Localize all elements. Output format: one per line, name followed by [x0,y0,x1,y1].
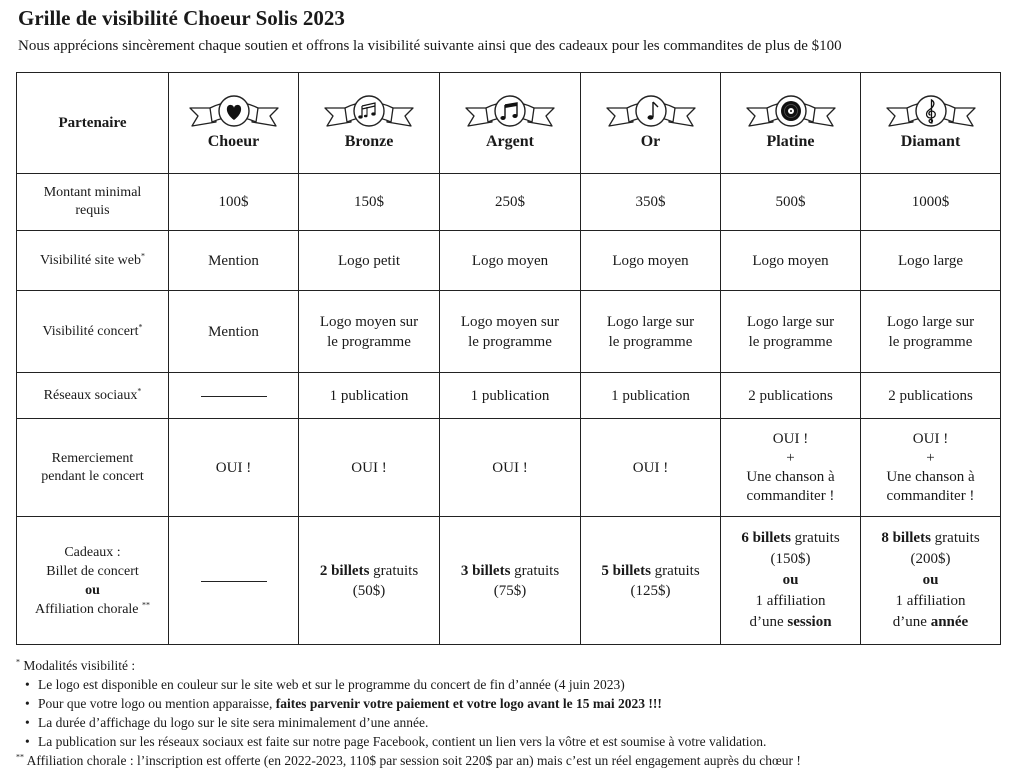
social-choeur [169,373,299,419]
heart-icon [186,94,282,130]
tier-name: Choeur [207,133,260,150]
tier-header-row [17,73,1001,174]
partner-header: Partenaire [17,73,169,174]
single-note-icon [603,94,699,130]
notes-list [16,675,801,751]
remerciement-choeur: OUI ! [169,419,299,517]
social-diamant: 2 publications [861,373,1001,419]
row-label-social: Réseaux sociaux* [17,373,169,419]
row-label-remerciement: Remerciement pendant le concert [17,419,169,517]
footnotes [16,656,801,770]
tier-name: Platine [766,133,815,150]
montant-or: 350$ [581,174,721,231]
remerciement-bronze: OUI ! [299,419,440,517]
vinyl-record-icon [743,94,839,130]
web-or: Logo moyen [581,231,721,291]
tier-header-argent [440,73,581,174]
row-concert [17,291,1001,373]
empty-dash [201,581,267,582]
tier-header-bronze [299,73,440,174]
row-cadeaux [17,517,1001,645]
social-argent: 1 publication [440,373,581,419]
double-note-icon [462,94,558,130]
social-bronze: 1 publication [299,373,440,419]
music-notes-icon [321,94,417,130]
tier-header-diamant [861,73,1001,174]
concert-platine: Logo large sur le programme [721,291,861,373]
web-argent: Logo moyen [440,231,581,291]
visibility-grid [16,72,1001,645]
concert-argent: Logo moyen sur le programme [440,291,581,373]
montant-argent: 250$ [440,174,581,231]
montant-platine: 500$ [721,174,861,231]
concert-choeur: Mention [169,291,299,373]
tier-name: Argent [486,133,534,150]
row-label-montant: Montant minimal requis [17,174,169,231]
row-label-cadeaux: Cadeaux : Billet de concert ou Affiliation chorale ** [17,517,169,645]
remerciement-argent: OUI ! [440,419,581,517]
cadeaux-bronze: 2 billets gratuits (50$) [299,517,440,645]
tier-name: Diamant [900,133,961,150]
concert-bronze: Logo moyen sur le programme [299,291,440,373]
affiliation-note: ** Affiliation chorale : l’inscription est offerte (en 2022-2023, 110$ par session soit 220$ par an) mais c’est un réel engagement auprès du chœur ! [16,752,801,768]
row-web [17,231,1001,291]
web-diamant: Logo large [861,231,1001,291]
page-title: Grille de visibilité Choeur Solis 2023 [18,6,345,30]
cadeaux-diamant: 8 billets gratuits (200$) ou 1 affiliation d’une année [861,517,1001,645]
empty-dash [201,396,267,397]
social-or: 1 publication [581,373,721,419]
web-choeur: Mention [169,231,299,291]
note-item: • Pour que votre logo ou mention apparaisse, faites parvenir votre paiement et votre logo avant le 15 mai 2023 !!! [38,694,801,713]
remerciement-diamant: OUI ! + Une chanson à commanditer ! [861,419,1001,517]
note-item: • Le logo est disponible en couleur sur le site web et sur le programme du concert de fin d’année (4 juin 2023) [38,675,801,694]
row-label-web: Visibilité site web* [17,231,169,291]
notes-heading: * Modalités visibilité : [16,657,136,673]
tier-header-or [581,73,721,174]
cadeaux-argent: 3 billets gratuits (75$) [440,517,581,645]
cadeaux-platine: 6 billets gratuits (150$) ou 1 affiliation d’une session [721,517,861,645]
note-item: • La durée d’affichage du logo sur le site sera minimalement d’une année. [38,713,801,732]
tier-name: Or [640,133,661,150]
concert-or: Logo large sur le programme [581,291,721,373]
web-bronze: Logo petit [299,231,440,291]
cadeaux-choeur [169,517,299,645]
row-remerciement [17,419,1001,517]
cadeaux-or: 5 billets gratuits (125$) [581,517,721,645]
tier-name: Bronze [344,133,394,150]
remerciement-or: OUI ! [581,419,721,517]
note-item: • La publication sur les réseaux sociaux est faite sur notre page Facebook, contient un lien vers la vôtre et est soumise à votre validation. [38,732,801,751]
row-social [17,373,1001,419]
montant-bronze: 150$ [299,174,440,231]
montant-choeur: 100$ [169,174,299,231]
row-label-concert: Visibilité concert* [17,291,169,373]
social-platine: 2 publications [721,373,861,419]
web-platine: Logo moyen [721,231,861,291]
tier-header-platine [721,73,861,174]
remerciement-platine: OUI ! + Une chanson à commanditer ! [721,419,861,517]
treble-clef-icon [883,94,979,130]
page-subtitle: Nous apprécions sincèrement chaque soutien et offrons la visibilité suivante ainsi que des cadeaux pour les commandites de plus de $100 [18,38,842,54]
tier-header-choeur [169,73,299,174]
concert-diamant: Logo large sur le programme [861,291,1001,373]
montant-diamant: 1000$ [861,174,1001,231]
row-montant [17,174,1001,231]
